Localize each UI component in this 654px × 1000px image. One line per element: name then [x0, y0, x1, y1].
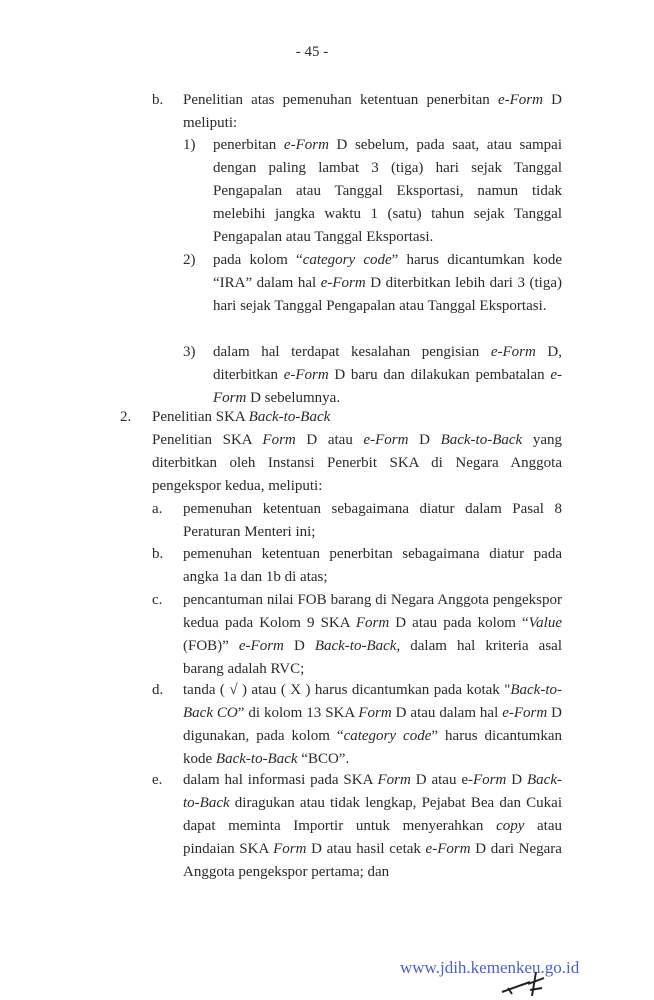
text-segment: ” harus dicantumkan kode — [183, 728, 563, 767]
item-d-text — [183, 679, 562, 771]
italic-term: Form — [377, 772, 411, 788]
italic-term: Form — [473, 772, 507, 788]
italic-term: copy — [496, 818, 525, 834]
text-segment: pada kolom “ — [213, 252, 303, 268]
item-c-text — [183, 589, 562, 681]
italic-term: Back-to-Back — [215, 751, 298, 767]
italic-term: Back-to-Back CO — [183, 682, 562, 721]
text-segment: dalam hal informasi pada SKA — [183, 772, 378, 788]
text-segment: Penelitian atas pemenuhan ketentuan penerbitan — [183, 92, 498, 108]
text-segment: D baru dan dilakukan pembatalan — [328, 367, 551, 383]
text-segment: (FOB)” — [183, 638, 239, 654]
text-segment: D atau pada kolom “ — [389, 615, 529, 631]
item-a-text — [183, 498, 562, 544]
sub-item-2-label: 2) — [183, 252, 196, 268]
text-segment: Penelitian SKA — [152, 409, 249, 425]
sub-item-3-text — [213, 341, 562, 410]
text-segment: D diterbitkan lebih dari 3 (tiga) hari sejak Tanggal Pengapalan atau Tanggal Eksportasi. — [213, 275, 563, 314]
italic-term: e-Form — [502, 705, 548, 721]
italic-term: Form — [273, 841, 307, 857]
sub-item-1-label: 1) — [183, 137, 196, 153]
italic-term: e-Form — [283, 137, 329, 153]
item-c-label: c. — [152, 592, 163, 608]
item-e-text — [183, 769, 562, 884]
sub-item-1-text — [213, 134, 562, 249]
text-segment: D atau e- — [410, 772, 474, 788]
text-segment: D, diterbitkan — [213, 344, 562, 383]
text-segment: D — [283, 638, 315, 654]
italic-term: Back-to-Back — [440, 432, 523, 448]
italic-term: category code — [302, 252, 392, 268]
text-segment: D — [506, 772, 528, 788]
text-segment: ” di kolom 13 SKA — [237, 705, 359, 721]
italic-term: e-Form — [238, 638, 284, 654]
item-a-label: a. — [152, 501, 163, 517]
text-segment: ” harus dicantumkan kode “IRA” dalam hal — [213, 252, 563, 291]
text-segment: diragukan atau tidak lengkap, Pejabat Bea dan Cukai dapat meminta Importir untuk menyerahkan — [183, 795, 562, 834]
section-2-intro-text — [152, 429, 562, 498]
text-segment: D dari Negara Anggota pengekspor pertama; dan — [183, 841, 562, 880]
text-segment: D sebelum, pada saat, atau sampai dengan paling lambat 3 (tiga) hari sejak Tanggal Pengapalan atau Tanggal Eksportasi, namun tidak melebihi jangka waktu 1 (satu) tahun sejak Tanggal Pengapalan atau Tanggal Eksportasi. — [213, 137, 562, 245]
text-segment: pemenuhan ketentuan sebagaimana diatur dalam Pasal 8 Peraturan Menteri ini; — [183, 501, 562, 540]
text-segment: Penelitian SKA — [152, 432, 263, 448]
text-segment: tanda ( √ ) atau ( X ) harus dicantumkan pada kotak " — [183, 682, 511, 698]
italic-term: e-Form — [497, 92, 543, 108]
italic-term: e-Form — [490, 344, 536, 360]
item-b-2-label: b. — [152, 546, 164, 562]
italic-term: e-Form — [283, 367, 329, 383]
italic-term: Value — [528, 615, 562, 631]
italic-term: e-Form — [320, 275, 366, 291]
item-b-text — [183, 89, 562, 135]
sub-item-2-text — [213, 249, 562, 318]
italic-term: Form — [358, 705, 392, 721]
sub-item-3-label: 3) — [183, 344, 196, 360]
footer-website-link[interactable]: www.jdih.kemenkeu.go.id — [400, 958, 580, 977]
text-segment: D atau hasil cetak — [306, 841, 426, 857]
italic-term: e-Form — [213, 367, 562, 406]
italic-term: Form — [262, 432, 296, 448]
text-segment: D atau — [295, 432, 364, 448]
section-2-heading-text — [152, 406, 562, 429]
italic-term: Form — [355, 615, 390, 631]
text-segment: atau pindaian SKA — [183, 818, 563, 857]
text-segment: , dalam hal kriteria asal barang adalah RVC; — [183, 638, 563, 677]
section-2-heading-label: 2. — [120, 409, 132, 425]
item-b-2-text — [183, 543, 562, 589]
text-segment: D sebelumnya. — [246, 390, 341, 406]
italic-term: Back-to-Back — [183, 772, 562, 811]
item-e-label: e. — [152, 772, 163, 788]
text-segment: D — [408, 432, 441, 448]
italic-term: Back-to-Back — [314, 638, 397, 654]
text-segment: penerbitan — [213, 137, 284, 153]
text-segment: pencantuman nilai FOB barang di Negara Anggota pengekspor kedua pada Kolom 9 SKA — [183, 592, 562, 631]
item-d-label: d. — [152, 682, 164, 698]
text-segment: “BCO”. — [297, 751, 350, 767]
text-segment: D digunakan, pada kolom “ — [183, 705, 562, 744]
signature-initial-icon — [500, 968, 560, 998]
text-segment: yang diterbitkan oleh Instansi Penerbit SKA di Negara Anggota pengekspor kedua, meliputi: — [152, 432, 562, 494]
page-number: - 45 - — [295, 44, 329, 60]
text-segment: pemenuhan ketentuan penerbitan sebagaimana diatur pada angka 1a dan 1b di atas; — [183, 546, 562, 585]
text-segment: D meliputi: — [183, 92, 562, 131]
italic-term: category code — [343, 728, 432, 744]
item-b-label: b. — [152, 92, 164, 108]
text-segment: D atau dalam hal — [391, 705, 503, 721]
italic-term: Back-to-Back — [248, 409, 331, 425]
text-segment: dalam hal terdapat kesalahan pengisian — [213, 344, 491, 360]
italic-term: e-Form — [363, 432, 409, 448]
italic-term: e-Form — [425, 841, 471, 857]
